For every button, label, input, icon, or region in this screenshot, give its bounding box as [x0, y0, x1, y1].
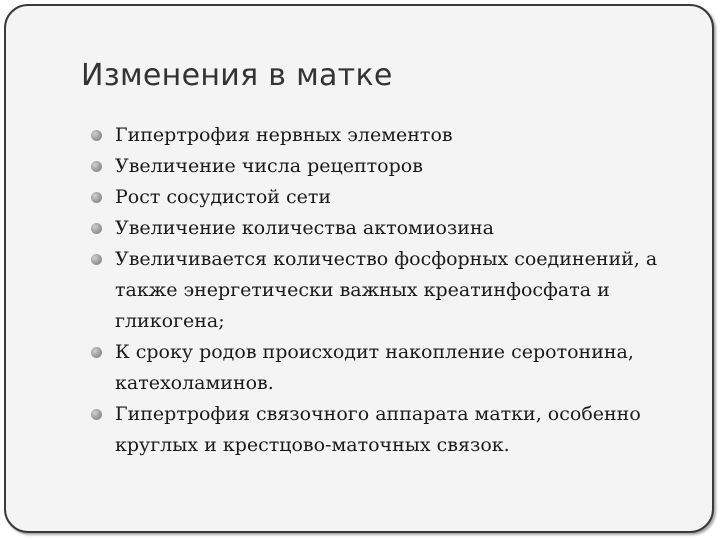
list-item — [81, 120, 681, 151]
bullet-dot-icon — [91, 192, 102, 203]
bullet-dot-icon — [91, 409, 102, 420]
list-item — [81, 337, 681, 399]
bullet-text: Гипертрофия связочного аппарата матки, особенно круглых и крестцово-маточных связок. — [115, 403, 641, 456]
bullet-dot-icon — [91, 223, 102, 234]
bullet-text: Увеличение числа рецепторов — [115, 155, 423, 177]
bullet-dot-icon — [91, 347, 102, 358]
list-item — [81, 244, 681, 337]
list-item — [81, 399, 681, 461]
list-item — [81, 182, 681, 213]
bullet-text: Гипертрофия нервных элементов — [115, 124, 453, 146]
bullet-text: К сроку родов происходит накопление серотонина, катехоламинов. — [115, 341, 634, 394]
list-item — [81, 213, 681, 244]
bullet-dot-icon — [91, 130, 102, 141]
bullet-text: Увеличивается количество фосфорных соединений, а также энергетически важных креатинфосфата и гликогена; — [115, 248, 658, 332]
bullet-dot-icon — [91, 254, 102, 265]
bullet-list — [81, 120, 681, 461]
bullet-text: Увеличение количества актомиозина — [115, 217, 494, 239]
bullet-text: Рост сосудистой сети — [115, 186, 332, 208]
list-item — [81, 151, 681, 182]
bullet-dot-icon — [91, 161, 102, 172]
slide-title: Изменения в матке — [81, 58, 393, 93]
